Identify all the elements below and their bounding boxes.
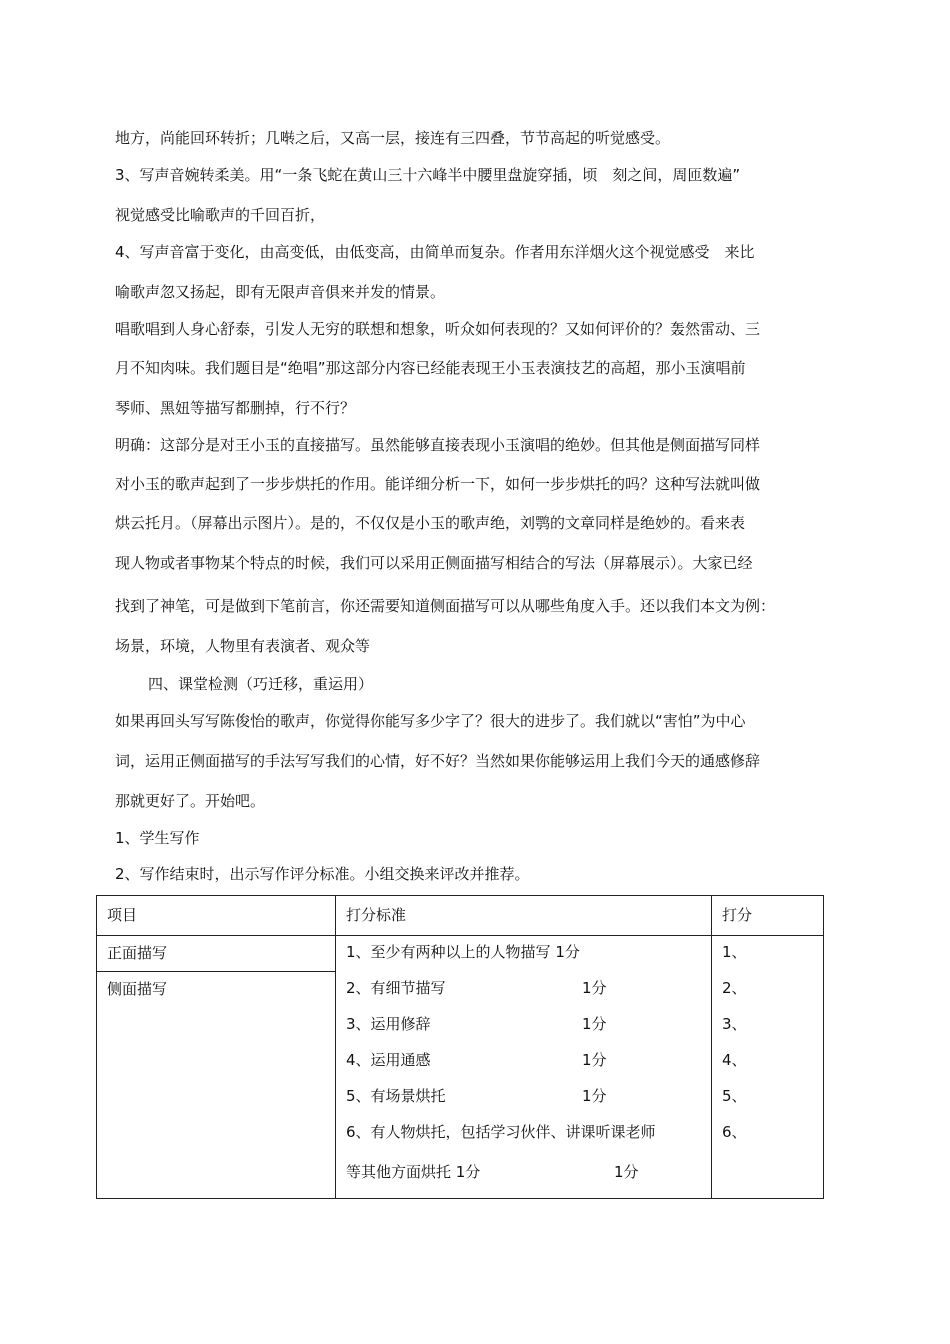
criteria-line: 4、运用通感 1分 — [346, 1051, 607, 1069]
paragraph-line: 3、写声音婉转柔美。用“一条飞蛇在黄山三十六峰半中腰里盘旋穿插，顷 刻之间，周匝数遍” — [115, 166, 741, 184]
paragraph-line: 视觉感受比喻歌声的千回百折， — [115, 206, 326, 224]
scoring-table — [96, 895, 824, 1199]
table-header-score: 打分 — [712, 896, 824, 936]
criteria-line: 3、运用修辞 1分 — [346, 1015, 607, 1033]
paragraph-line: 4、写声音富于变化，由高变低，由低变高，由简单而复杂。作者用东洋烟火这个视觉感受 来比 — [115, 243, 755, 261]
score-line: 1、 — [722, 943, 747, 961]
paragraph-line: 找到了神笔，可是做到下笔前言，你还需要知道侧面描写可以从哪些角度入手。还以我们本文为例： — [115, 597, 776, 615]
table-header-item: 项目 — [97, 896, 336, 936]
paragraph-line: 明确：这部分是对王小玉的直接描写。虽然能够直接表现小玉演唱的绝妙。但其他是侧面描写同样 — [115, 436, 761, 454]
paragraph-line: 那就更好了。开始吧。 — [115, 792, 266, 810]
table-item-front: 正面描写 — [97, 936, 336, 972]
table-header-criteria: 打分标准 — [336, 896, 712, 936]
score-line: 2、 — [722, 979, 747, 997]
paragraph-line: 现人物或者事物某个特点的时候，我们可以采用正侧面描写相结合的写法（屏幕展示）。大家已经 — [115, 554, 753, 572]
paragraph-line: 烘云托月。（屏幕出示图片）。是的，不仅仅是小玉的歌声绝，刘鹗的文章同样是绝妙的。看来表 — [115, 514, 746, 532]
paragraph-line: 如果再回头写写陈俊怡的歌声，你觉得你能写多少字了？很大的进步了。我们就以“害怕”为中心 — [115, 712, 746, 730]
paragraph-line: 琴师、黑妞等描写都删掉，行不行？ — [115, 399, 356, 417]
criteria-line: 1、至少有两种以上的人物描写 1分 — [346, 943, 580, 961]
score-cell — [712, 936, 824, 1199]
paragraph-line: 地方，尚能回环转折；几啭之后，又高一层，接连有三四叠，节节高起的听觉感受。 — [115, 129, 671, 147]
criteria-line: 等其他方面烘托 1分 1分 — [346, 1163, 639, 1181]
score-line: 4、 — [722, 1051, 747, 1069]
criteria-line: 6、有人物烘托，包括学习伙伴、讲课听课老师 — [346, 1123, 656, 1141]
section-heading: 四、课堂检测（巧迁移，重运用） — [148, 675, 374, 693]
criteria-line: 2、有细节描写 1分 — [346, 979, 607, 997]
table-item-side: 侧面描写 — [97, 972, 336, 1199]
paragraph-line: 词，运用正侧面描写的手法写写我们的心情，好不好？当然如果你能够运用上我们今天的通感修辞 — [115, 752, 761, 770]
score-line: 5、 — [722, 1087, 747, 1105]
paragraph-line: 场景，环境，人物里有表演者、观众等 — [115, 637, 371, 655]
criteria-line: 5、有场景烘托 1分 — [346, 1087, 607, 1105]
score-line: 3、 — [722, 1015, 747, 1033]
score-line: 6、 — [722, 1123, 747, 1141]
paragraph-line: 月不知肉味。我们题目是“绝唱”那这部分内容已经能表现王小玉表演技艺的高超，那小玉演唱前 — [115, 359, 746, 377]
list-item: 2、写作结束时，出示写作评分标准。小组交换来评改并推荐。 — [115, 865, 530, 883]
paragraph-line: 喻歌声忽又扬起，即有无限声音俱来并发的情景。 — [115, 283, 446, 301]
criteria-cell — [336, 936, 712, 1199]
paragraph-line: 对小玉的歌声起到了一步步烘托的作用。能详细分析一下，如何一步步烘托的吗？这种写法就叫做 — [115, 475, 761, 493]
list-item: 1、学生写作 — [115, 829, 200, 847]
paragraph-line: 唱歌唱到人身心舒泰，引发人无穷的联想和想象，听众如何表现的？又如何评价的？轰然雷动、三 — [115, 320, 761, 338]
